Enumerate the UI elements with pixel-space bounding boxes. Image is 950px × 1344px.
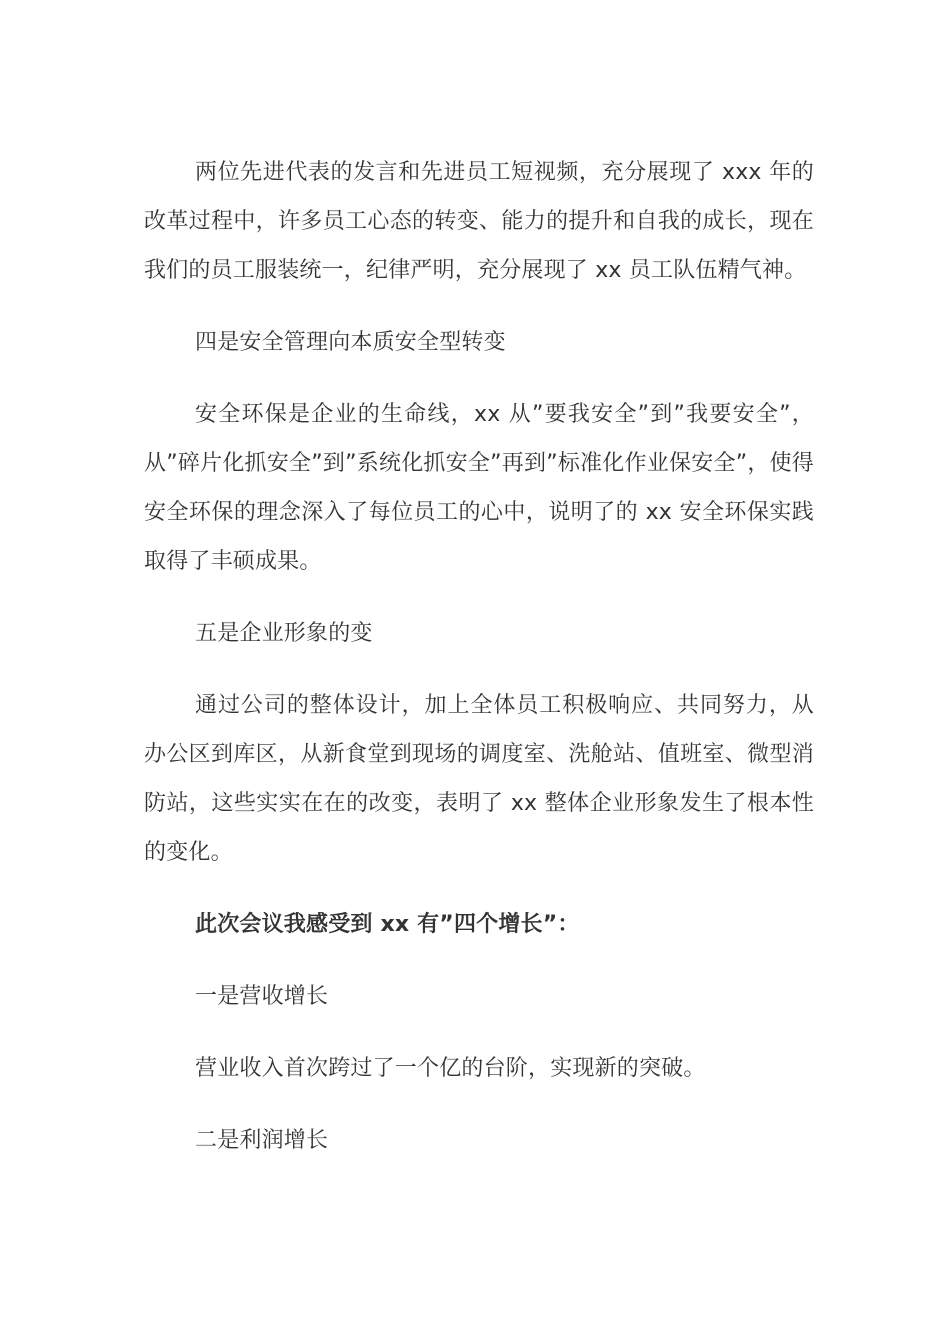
paragraph-revenue-detail: 营业收入首次跨过了一个亿的台阶，实现新的突破。 bbox=[195, 1056, 706, 1081]
paragraph-four-growths: 此次会议我感受到 xx 有”四个增长”： bbox=[195, 912, 580, 937]
paragraph-staff-transformation: 两位先进代表的发言和先进员工短视频，充分展现了 xxx 年的改革过程中，许多员工心态的转变、能力的提升和自我的成长，现在我们的员工服装统一，纪律严明，充分展现了 xx 员工队伍精气神。 bbox=[144, 160, 814, 283]
paragraph-heading-revenue-growth: 一是营收增长 bbox=[195, 984, 329, 1009]
paragraph-heading-safety-management: 四是安全管理向本质安全型转变 bbox=[195, 330, 506, 355]
paragraph-corporate-image-change: 通过公司的整体设计，加上全体员工积极响应、共同努力，从办公区到库区，从新食堂到现场的调度室、洗舱站、值班室、微型消防站，这些实实在在的改变，表明了 xx 整体企业形象发生了根本性的变化。 bbox=[144, 693, 814, 865]
paragraph-safety-environment: 安全环保是企业的生命线，xx 从”要我安全”到”我要安全”，从”碎片化抓安全”到”系统化抓安全”再到”标准化作业保安全”，使得安全环保的理念深入了每位员工的心中，说明了的 xx 安全环保实践取得了丰硕成果。 bbox=[144, 402, 814, 574]
paragraph-heading-corporate-image: 五是企业形象的变 bbox=[195, 621, 373, 646]
document-body bbox=[144, 148, 814, 1188]
paragraph-heading-profit-growth: 二是利润增长 bbox=[195, 1128, 329, 1153]
